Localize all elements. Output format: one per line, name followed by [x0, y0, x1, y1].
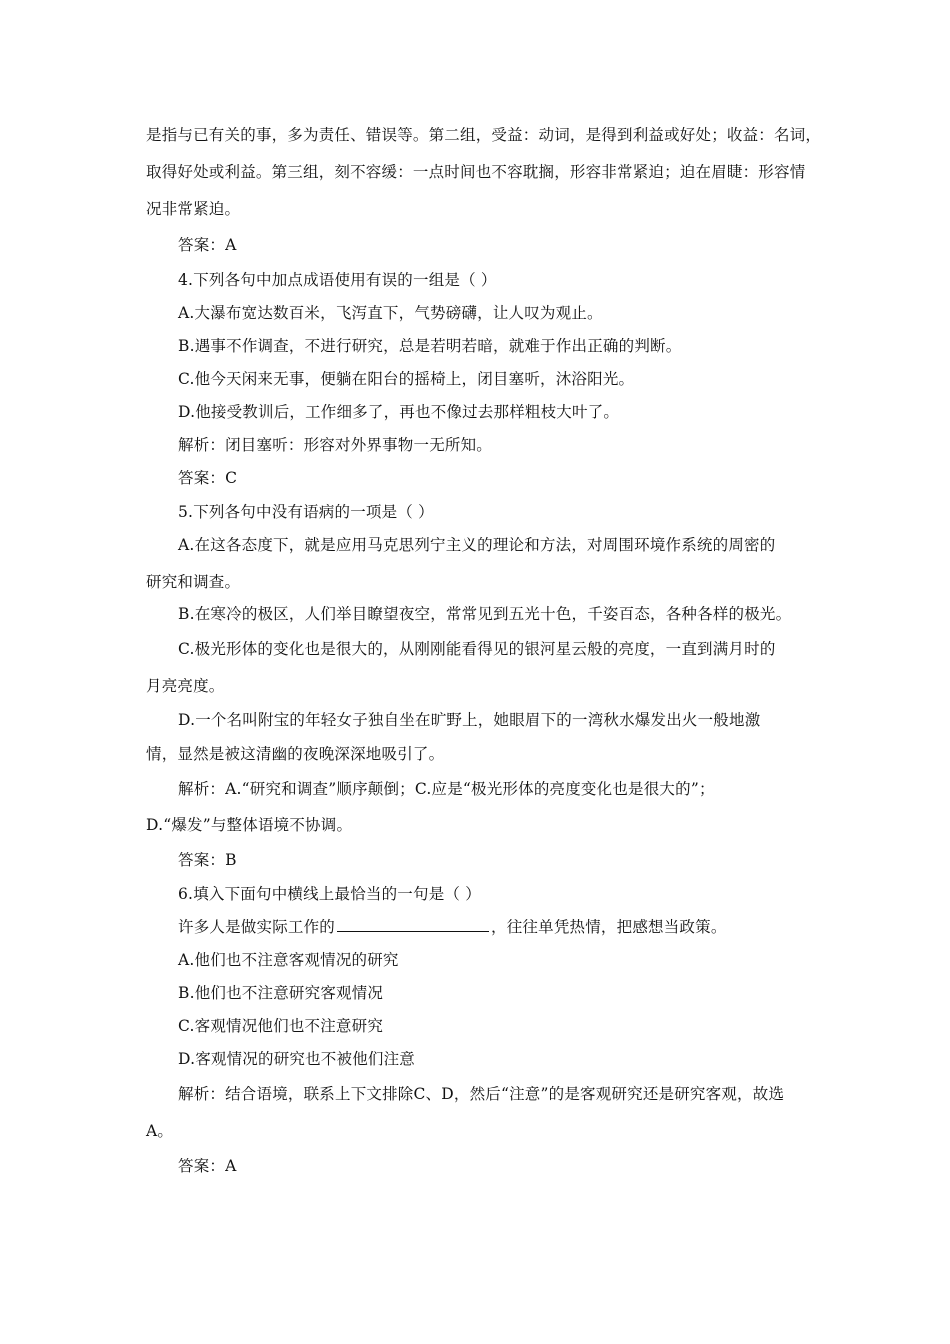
- option-b: B.遇事不作调查，不进行研究，总是若明若暗，就难于作出正确的判断。: [178, 337, 682, 355]
- text-line: 取得好处或利益。第三组，刻不容缓：一点时间也不容耽搁，形容非常紧迫；迫在眉睫：形容情: [146, 163, 806, 181]
- option-c: C.他今天闲来无事，便躺在阳台的摇椅上，闭目塞听，沐浴阳光。: [178, 370, 635, 388]
- option-c-continued: 月亮亮度。: [146, 677, 225, 695]
- question-6: 6.填入下面句中横线上最恰当的一句是（ ）: [178, 885, 481, 903]
- sentence-end: ，往往单凭热情，把感想当政策。: [491, 918, 727, 936]
- option-d-continued: 情，显然是被这清幽的夜晚深深地吸引了。: [146, 745, 445, 763]
- text-line: 况非常紧迫。: [146, 200, 241, 218]
- text-line: 是指与已有关的事，多为责任、错误等。第二组，受益：动词，是得到利益或好处；收益：名词，: [146, 126, 822, 144]
- option-d: D.他接受教训后，工作细多了，再也不像过去那样粗枝大叶了。: [178, 403, 620, 421]
- answer-line: 答案：A: [178, 1157, 237, 1175]
- analysis-line-continued: A。: [146, 1122, 174, 1140]
- answer-line: 答案：B: [178, 851, 237, 869]
- question-5: 5.下列各句中没有语病的一项是（ ）: [178, 503, 434, 521]
- analysis-line: 解析：结合语境，联系上下文排除C、D，然后“注意”的是客观研究还是研究客观，故选: [178, 1085, 785, 1103]
- analysis-line: 解析：闭目塞听：形容对外界事物一无所知。: [178, 436, 493, 454]
- option-c: C.客观情况他们也不注意研究: [178, 1017, 384, 1035]
- option-a: A.他们也不注意客观情况的研究: [178, 951, 399, 969]
- analysis-line-continued: D.“爆发”与整体语境不协调。: [146, 816, 353, 834]
- sentence-start: 许多人是做实际工作的: [178, 918, 336, 936]
- question-4: 4.下列各句中加点成语使用有误的一组是（ ）: [178, 271, 497, 289]
- answer-blank: [337, 917, 489, 932]
- option-b: B.他们也不注意研究客观情况: [178, 984, 384, 1002]
- answer-line: 答案：C: [178, 469, 238, 487]
- option-a-continued: 研究和调查。: [146, 573, 241, 591]
- answer-line: 答案：A: [178, 236, 237, 254]
- fill-blank-sentence: [178, 917, 727, 937]
- option-d: D.一个名叫附宝的年轻女子独自坐在旷野上，她眼眉下的一湾秋水爆发出火一般地激: [178, 711, 761, 729]
- option-c: C.极光形体的变化也是很大的，从刚刚能看得见的银河星云般的亮度，一直到满月时的: [178, 640, 776, 658]
- option-a: A.大瀑布宽达数百米，飞泻直下，气势磅礴，让人叹为观止。: [178, 304, 603, 322]
- analysis-line: 解析：A.“研究和调查”顺序颠倒；C.应是“极光形体的亮度变化也是很大的”；: [178, 780, 715, 798]
- option-d: D.客观情况的研究也不被他们注意: [178, 1050, 416, 1068]
- option-b: B.在寒冷的极区，人们举目瞭望夜空，常常见到五光十色，千姿百态，各种各样的极光。: [178, 605, 792, 623]
- option-a: A.在这各态度下，就是应用马克思列宁主义的理论和方法，对周围环境作系统的周密的: [178, 536, 776, 554]
